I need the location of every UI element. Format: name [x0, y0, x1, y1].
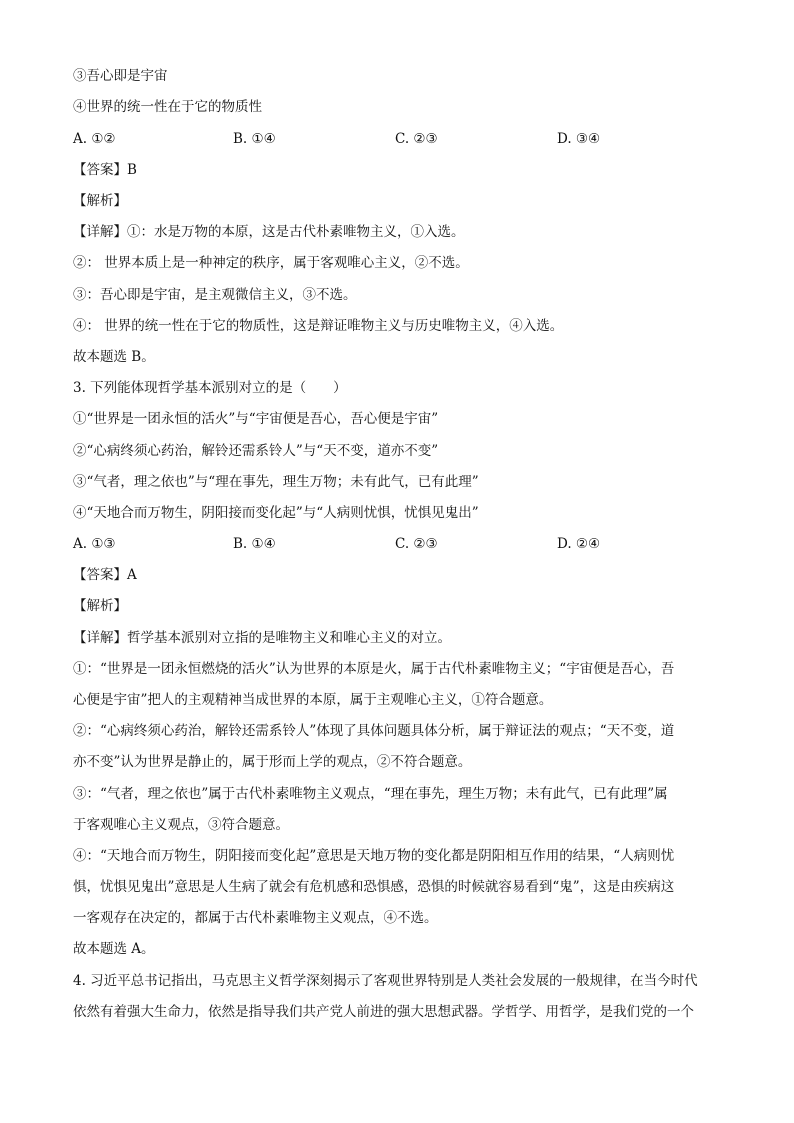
q3-detail-line: ①：“世界是一团永恒燃烧的活火”认为世界的本原是火，属于古代朴素唯物主义；“宇宙便是吾心，吾 [73, 661, 675, 677]
q3-detail-line: ③：“气者，理之依也”属于古代朴素唯物主义观点，“理在事先，理生万物；未有此气，已有此理”属 [73, 786, 668, 802]
q2-detail-line: 【详解】①：水是万物的本原，这是古代朴素唯物主义，①入选。 [73, 224, 465, 240]
q2-conclusion: 故本题选 B。 [73, 349, 155, 365]
q3-option-b: B. ①④ [233, 536, 276, 552]
q3-detail-line: 于客观唯心主义观点，③符合题意。 [73, 817, 289, 833]
q2-option-c: C. ②③ [395, 131, 438, 147]
q2-detail-line: ②： 世界本质上是一种神定的秩序，属于客观唯心主义，②不选。 [73, 255, 469, 271]
q3-statement: ②“心病终须心药治，解铃还需系铃人”与“天不变，道亦不变” [73, 443, 439, 459]
q2-statement-4: ④世界的统一性在于它的物质性 [73, 99, 262, 115]
q3-detail-line: 亦不变”认为世界是静止的，属于形而上学的观点，②不符合题意。 [73, 754, 472, 770]
q3-detail-line: ④：“天地合而万物生，阴阳接而变化起”意思是天地万物的变化都是阴阳相互作用的结果，“人病则忧 [73, 848, 675, 864]
q3-detail-line: 心便是宇宙”把人的主观精神当成世界的本原，属于主观唯心主义，①符合题意。 [73, 692, 553, 708]
q2-detail-line: ③：吾心即是宇宙，是主观微信主义，③不选。 [73, 287, 357, 303]
q3-statement: ③“气者，理之依也”与“理在事先，理生万物；未有此气，已有此理” [73, 474, 479, 490]
q3-statement: ①“世界是一团永恒的活火”与“宇宙便是吾心，吾心便是宇宙” [73, 411, 439, 427]
q3-detail-line: 【详解】哲学基本派别对立指的是唯物主义和唯心主义的对立。 [73, 630, 451, 646]
q3-option-c: C. ②③ [395, 536, 438, 552]
q2-option-d: D. ③④ [557, 131, 601, 147]
q3-option-a: A. ①③ [73, 536, 116, 552]
q3-detail-line: 一客观存在决定的，都属于古代朴素唯物主义观点，④不选。 [73, 910, 438, 926]
q2-option-a: A. ①② [73, 131, 116, 147]
q3-option-d: D. ②④ [557, 536, 601, 552]
q3-statement: ④“天地合而万物生，阴阳接而变化起”与“人病则忧惧，忧惧见鬼出” [73, 505, 479, 521]
q3-conclusion: 故本题选 A。 [73, 941, 155, 957]
q2-analysis-label: 【解析】 [73, 193, 127, 209]
q3-stem: 3. 下列能体现哲学基本派别对立的是（ ） [73, 380, 347, 396]
q2-detail-line: ④： 世界的统一性在于它的物质性，这是辩证唯物主义与历史唯物主义，④入选。 [73, 318, 564, 334]
q2-option-b: B. ①④ [233, 131, 276, 147]
q3-detail-line: ②：“心病终须心药治，解铃还需系铃人”体现了具体问题具体分析，属于辩证法的观点；“天不变，道 [73, 723, 675, 739]
q4-stem-line: 4. 习近平总书记指出，马克思主义哲学深刻揭示了客观世界特别是人类社会发展的一般规律，在当今时代 [73, 973, 698, 989]
q4-stem-line: 依然有着强大生命力，依然是指导我们共产党人前进的强大思想武器。学哲学、用哲学，是我们党的一个 [73, 1004, 694, 1020]
q3-detail-line: 惧，忧惧见鬼出”意思是人生病了就会有危机感和恐惧感，恐惧的时候就容易看到“鬼”，这是由疾病这 [73, 879, 675, 895]
q3-answer: 【答案】A [73, 567, 137, 583]
q3-analysis-label: 【解析】 [73, 598, 127, 614]
q2-statement-3: ③吾心即是宇宙 [73, 68, 168, 84]
q2-answer: 【答案】B [73, 162, 137, 178]
